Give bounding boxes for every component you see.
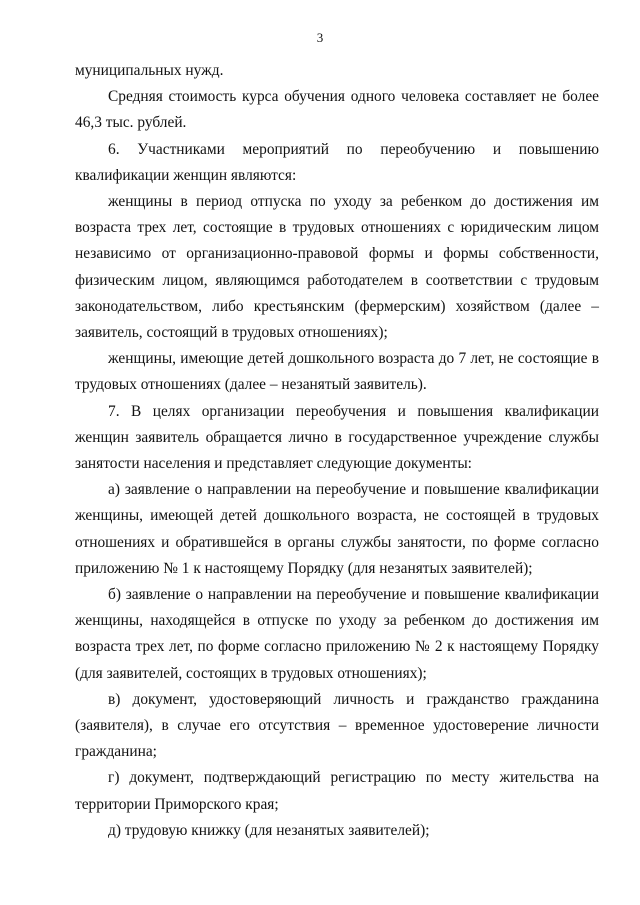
paragraph-course-cost: Средняя стоимость курса обучения одного человека составляет не более 46,3 тыс. рублей.: [75, 88, 599, 132]
list-item-g: г) документ, подтверждающий регистрацию по месту жительства на территории Приморского края;: [75, 769, 599, 813]
document-body: [75, 58, 599, 844]
page-number: 3: [316, 30, 324, 45]
paragraph-continuation: муниципальных нужд.: [75, 62, 224, 79]
paragraph-unemployed-women: женщины, имеющие детей дошкольного возраста до 7 лет, не состоящие в трудовых отношениях (далее – незанятый заявитель).: [75, 350, 599, 394]
list-item-b: б) заявление о направлении на переобучение и повышение квалификации женщины, находящейся в отпуске по уходу за ребенком до достижения им возраста трех лет, по форме согласно приложению № 2 к настоящему Порядку (для заявителей, состоящих в трудовых отношениях);: [75, 586, 599, 682]
list-item-d: д) трудовую книжку (для незанятых заявителей);: [108, 821, 430, 839]
paragraph-employed-women: женщины в период отпуска по уходу за ребенком до достижения им возраста трех лет, состоящие в трудовых отношениях с юридическим лицом независимо от организационно-правовой формы и формы собственности, физическим лицом, являющимся работодателем в соответствии с трудовым законодательством, либо крестьянским (фермерским) хозяйством (далее – заявитель, состоящий в трудовых отношениях);: [75, 193, 599, 342]
list-item-v: в) документ, удостоверяющий личность и гражданство гражданина (заявителя), в случае его отсутствия – временное удостоверение личности гражданина;: [75, 690, 599, 761]
paragraph-section-6: 6. Участниками мероприятий по переобучению и повышению квалификации женщин являются:: [75, 140, 599, 184]
paragraph-section-7: 7. В целях организации переобучения и повышения квалификации женщин заявитель обращается лично в государственное учреждение службы занятости населения и представляет следующие документы:: [75, 402, 599, 473]
list-item-a: а) заявление о направлении на переобучение и повышение квалификации женщины, имеющей детей дошкольного возраста, не состоящей в трудовых отношениях и обратившейся в органы службы занятости, по форме согласно приложению № 1 к настоящему Порядку (для незанятых заявителей);: [75, 481, 599, 577]
